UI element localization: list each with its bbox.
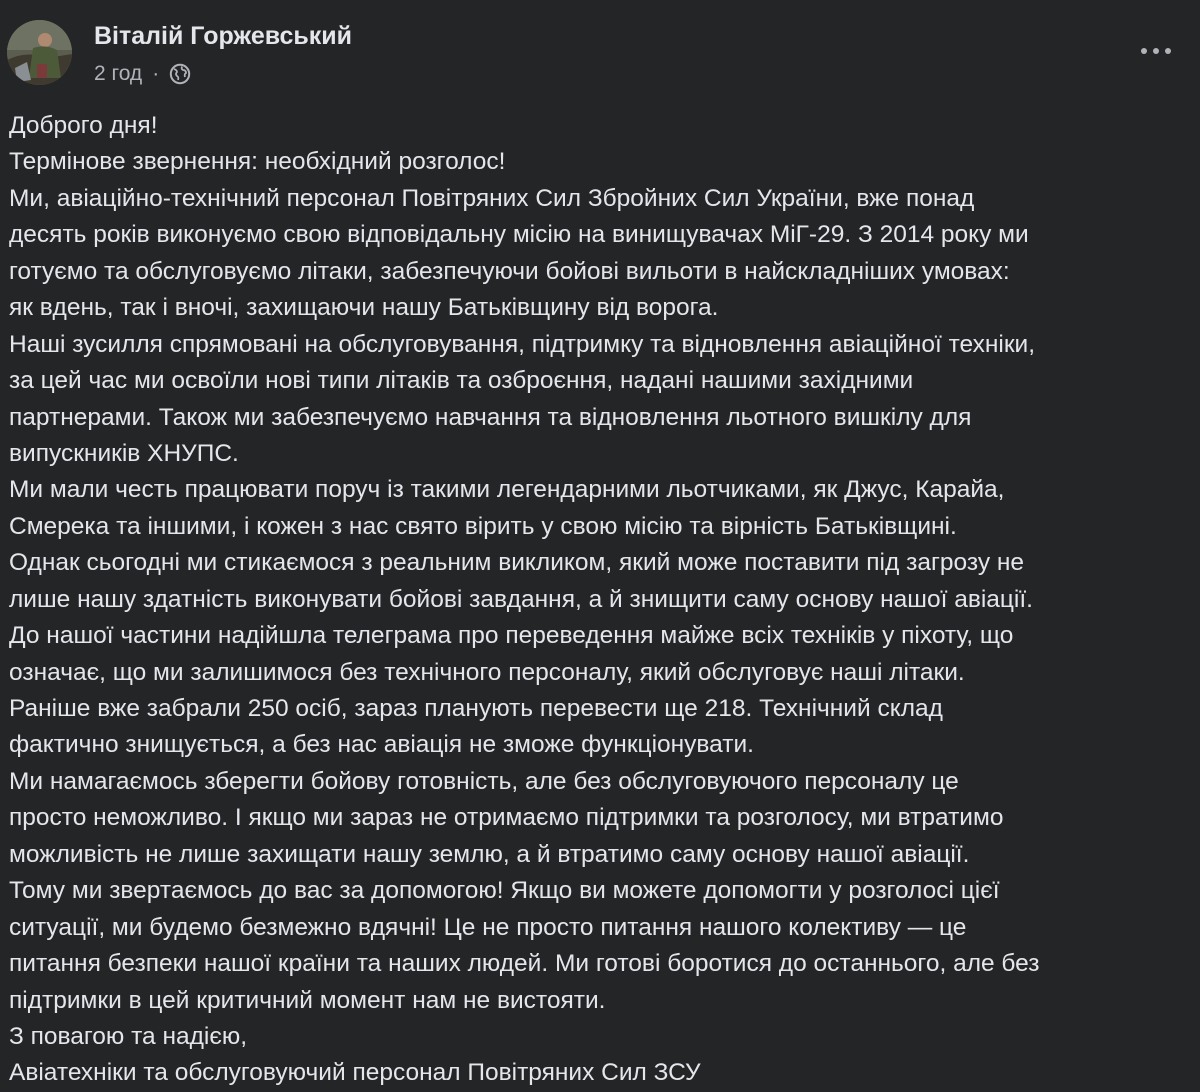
post-text-line: підтримки в цей критичний момент нам не вистояти. <box>9 986 606 1014</box>
post-text-line: Доброго дня! <box>9 112 158 139</box>
post-text-line: означає, що ми залишимося без технічного персоналу, який обслуговує наші літаки. <box>9 658 965 686</box>
post-text-line: Смерека та іншими, і кожен з нас свято вірить у свою місію та вірність Батьківщині. <box>9 512 957 540</box>
meta-separator: · <box>152 62 160 85</box>
post-text-line: лише нашу здатність виконувати бойові завдання, а й знищити саму основу нашої авіації. <box>9 585 1033 613</box>
post-meta <box>94 60 191 88</box>
post-text-line: ситуації, ми будемо безмежно вдячні! Це не просто питання нашого колективу — це <box>9 913 967 941</box>
post-timestamp[interactable]: 2 год <box>94 62 143 85</box>
post-text-line: партнерами. Також ми забезпечуємо навчання та відновлення льотного вишкілу для <box>9 403 972 431</box>
post-text-line: Термінове звернення: необхідний розголос! <box>9 148 506 176</box>
more-horizontal-icon <box>1141 48 1171 54</box>
author-avatar[interactable] <box>7 20 72 85</box>
post-text-line: Ми мали честь працювати поруч із такими легендарними льотчиками, як Джус, Карайа, <box>9 476 1005 504</box>
more-options-button[interactable] <box>1130 34 1182 68</box>
post-text-line: Тому ми звертаємось до вас за допомогою! Якщо ви можете допомогти у розголосі цієї <box>9 877 1000 905</box>
post-text-line: Ми, авіаційно-технічний персонал Повітряних Сил Збройних Сил України, вже понад <box>9 184 975 212</box>
post-text-line: фактично знищується, а без нас авіація не зможе функціонувати. <box>9 731 754 759</box>
post-text-line: З повагою та надією, <box>9 1022 248 1050</box>
post-text-line: Авіатехніки та обслуговуючий персонал Повітряних Сил ЗСУ <box>9 1059 701 1087</box>
post-text-line: Однак сьогодні ми стикаємося з реальним викликом, який може поставити під загрозу не <box>9 549 1025 577</box>
post-text-line: Наші зусилля спрямовані на обслуговування, підтримку та відновлення авіаційної техніки, <box>9 330 1036 358</box>
post-text-line: питання безпеки нашої країни та наших людей. Ми готові боротися до останнього, але без <box>9 950 1040 978</box>
globe-icon[interactable] <box>169 63 191 85</box>
author-name[interactable]: Віталій Горжевський <box>94 22 352 50</box>
post-text-line: готуємо та обслуговуємо літаки, забезпечуючи бойові вильоти в найскладніших умовах: <box>9 257 1010 285</box>
avatar-photo <box>7 20 72 85</box>
post-text-line: десять років виконуємо свою відповідальну місію на винищувачах МіГ-29. З 2014 року ми <box>9 221 1029 249</box>
post-text-line: за цей час ми освоїли нові типи літаків та озброєння, надані нашими західними <box>9 367 914 395</box>
post-text-line: просто неможливо. І якщо ми зараз не отримаємо підтримки та розголосу, ми втратимо <box>9 804 1004 832</box>
post-text-line: випускників ХНУПС. <box>9 439 239 467</box>
post-text-line: Раніше вже забрали 250 осіб, зараз планують перевести ще 218. Технічний склад <box>9 695 943 722</box>
post-text-line: До нашої частини надійшла телеграма про переведення майже всіх техніків у піхоту, що <box>9 622 1014 650</box>
post-text-line: можливість не лише захищати нашу землю, а й втратимо саму основу нашої авіації. <box>9 840 970 868</box>
post-text-line: як вдень, так і вночі, захищаючи нашу Батьківщину від ворога. <box>9 294 719 322</box>
post-body <box>9 108 1194 1092</box>
post-text-line: Ми намагаємось зберегти бойову готовність, але без обслуговуючого персоналу це <box>9 767 959 795</box>
